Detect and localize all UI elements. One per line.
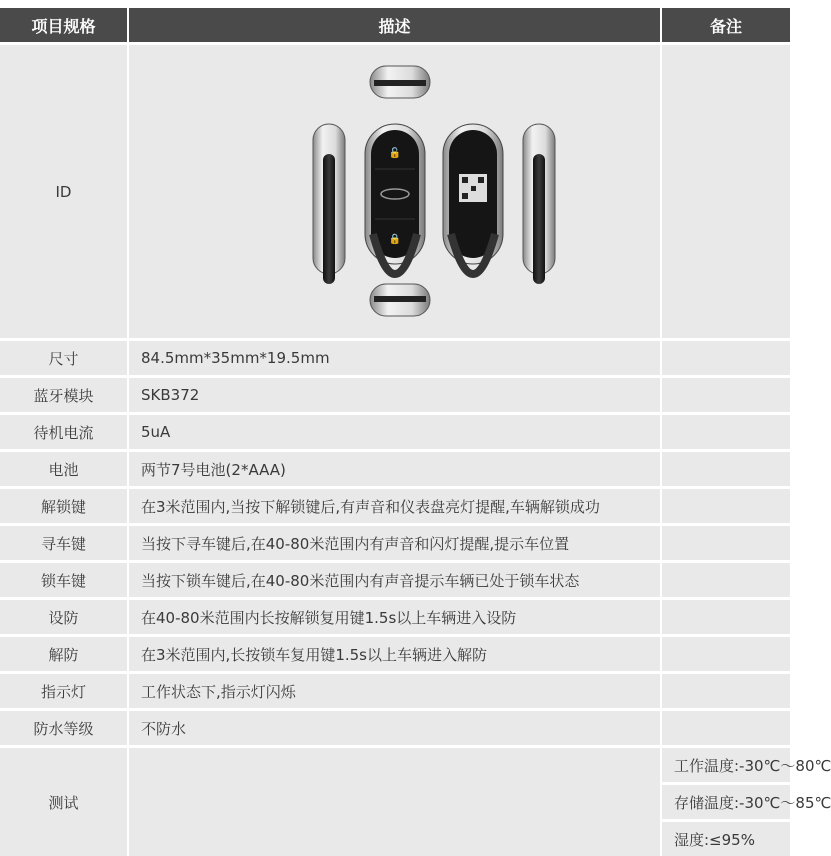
right-side-view [523,124,555,284]
header-description: 描述 [129,8,660,42]
row-desc: 两节7号电池(2*AAA) [129,452,660,486]
row-desc: 在3米范围内,当按下解锁键后,有声音和仪表盘亮灯提醒,车辆解锁成功 [129,489,660,523]
test-label: 测试 [0,748,127,856]
row-label: 解锁键 [0,489,127,523]
row-label: 待机电流 [0,415,127,449]
header-remark: 备注 [662,8,790,42]
row-note [662,489,790,523]
row-note [662,526,790,560]
test-item: 湿度:≤95% [662,822,790,856]
id-label: ID [0,45,127,338]
row-note [662,711,790,745]
row-note [662,637,790,671]
test-item: 存储温度:-30℃～85℃ [662,785,790,819]
row-label: 电池 [0,452,127,486]
row-desc: 在3米范围内,长按锁车复用键1.5s以上车辆进入解防 [129,637,660,671]
svg-text:🔒: 🔒 [388,233,401,245]
row-label: 蓝牙模块 [0,378,127,412]
test-note [129,748,660,856]
key-fob-illustration [185,52,605,332]
row-label: 尺寸 [0,341,127,375]
row-note [662,415,790,449]
row-label: 设防 [0,600,127,634]
row-note [662,341,790,375]
svg-text:🔓: 🔓 [388,147,401,159]
front-view [365,124,425,274]
row-note [662,452,790,486]
row-desc: 当按下锁车键后,在40-80米范围内有声音提示车辆已处于锁车状态 [129,563,660,597]
row-label: 锁车键 [0,563,127,597]
row-label: 寻车键 [0,526,127,560]
row-desc: 不防水 [129,711,660,745]
header-spec: 项目规格 [0,8,127,42]
row-desc: 84.5mm*35mm*19.5mm [129,341,660,375]
row-note [662,378,790,412]
left-side-view [313,124,345,284]
row-label: 防水等级 [0,711,127,745]
row-note [662,600,790,634]
row-desc: 5uA [129,415,660,449]
row-desc: 当按下寻车键后,在40-80米范围内有声音和闪灯提醒,提示车位置 [129,526,660,560]
row-note [662,563,790,597]
bottom-view [370,284,430,316]
row-note [662,674,790,708]
top-view [370,66,430,98]
row-desc: SKB372 [129,378,660,412]
back-view [443,124,503,274]
row-desc: 在40-80米范围内长按解锁复用键1.5s以上车辆进入设防 [129,600,660,634]
key-fob-image [129,45,660,338]
row-desc: 工作状态下,指示灯闪烁 [129,674,660,708]
row-label: 解防 [0,637,127,671]
row-label: 指示灯 [0,674,127,708]
test-item: 工作温度:-30℃～80℃ [662,748,790,782]
id-note [662,45,790,338]
